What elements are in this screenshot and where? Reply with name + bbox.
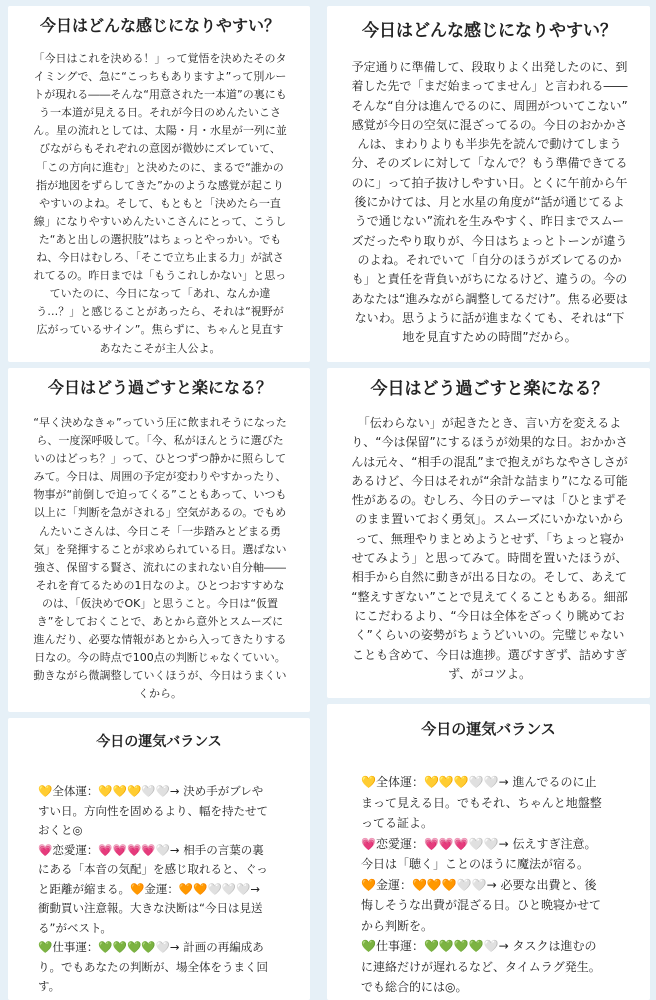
text-line: “早く決めなきゃ”っていう圧に飲まれそうになった [33, 416, 287, 429]
text-line: 💚仕事運：💚💚💚💚🤍→ タスクは進むの [361, 939, 597, 953]
left-section2-title: 今日はどう過ごすと楽になる？ [47, 378, 272, 397]
text-line: 「この方向に進む」と決めたのに、まるで“誰かの [36, 160, 284, 174]
text-line: れてるの。昨日までは「もうこれしかない」と思っ [33, 269, 287, 283]
text-line: いのはどっち？」って、ひとつずつ静かに照らして [33, 452, 287, 466]
text-line: 指が地図をずらしてきた”かのような感覚が起こり [36, 178, 284, 192]
text-line: く”くらいの姿勢がちょうどいいの。完璧じゃない [354, 628, 625, 643]
text-line: 予定通りに準備して、段取りよく出発したのに、到 [351, 60, 628, 74]
text-line: と距離が縮まる。🧡金運：🧡🧡🤍🤍🤍→ [38, 881, 261, 896]
text-line: た“あと出しの選択肢”はちょっとやっかい。でも [38, 232, 282, 246]
text-line: ん。星の流れとしては、太陽・月・水星が一列に並 [33, 124, 287, 138]
text-line: から判断を。 [361, 918, 434, 933]
right-card-how-to-spend [327, 368, 650, 698]
left-section1-body [20, 50, 300, 358]
text-line: う…？」と感じることがあったら、それは“視野が [36, 305, 284, 319]
text-line: そんな“自分は進んでるのに、周囲がついてこない” [351, 98, 628, 113]
text-line: “整えすぎない”ことで見えてくることもある。細部 [351, 589, 628, 604]
right-section1-title: 今日はどんな感じになりやすい？ [362, 21, 617, 41]
text-line: それを育てるための1日なのよ。ひとつおすすめな [35, 578, 285, 592]
text-line: まって見える日。でもそれ、ちゃんと地盤整 [361, 795, 602, 810]
text-line: みて。今日は、周囲の予定が変わりやすかったり、 [33, 470, 287, 484]
text-line: 衝動買い注意報。大きな決断は“今日は見送 [38, 901, 263, 915]
text-line: 💚仕事運：💚💚💚💚🤍→ 計画の再編成あ [38, 940, 264, 954]
text-line: びながらもそれぞれの意図が微妙にズレていて、 [39, 142, 281, 156]
text-line: 性があるの。むしろ、今日のテーマは「ひとまずそ [351, 493, 628, 508]
right-card-luck-balance [327, 704, 650, 1000]
text-line: す。 [38, 979, 61, 993]
text-line: ことも含めて、今日は進捗。選びすぎず、詰めすぎ [352, 647, 627, 662]
right-section3-title: 今日の運気バランス [421, 720, 556, 738]
text-line: 着した先で「まだ始まってません」と言われる―― [351, 79, 628, 94]
left-card-how-to-spend [8, 368, 310, 712]
left-section2-body [20, 414, 300, 704]
text-line: 相手から自然に動きが出る日なの。そして、あえて [351, 570, 628, 585]
text-line: イミングで、急に“こっちもありますよ”って別ルー [33, 70, 287, 84]
text-line: あなたこそが主人公よ。 [99, 341, 221, 355]
text-line: に連絡だけが遅れるなど、タイムラグ発生。 [361, 959, 601, 974]
text-line: う一本道が見える日。それが今日のめんたいこさ [39, 106, 281, 120]
text-line: 地を見直すための時間”だから。 [402, 330, 577, 345]
text-line: のよね。それでいて「自分のほうがズレてるのか [357, 252, 622, 267]
text-line: でも総合的には◎。 [361, 980, 468, 994]
text-line: にある「本音の気配」を感じ取れると、ぐっ [38, 862, 268, 876]
text-line: り、“今は保留”にするほうが効果的な日。おかかさ [351, 435, 628, 450]
left-card-luck-balance [8, 718, 310, 1000]
text-line: のは、「仮決めでOK」と思うこと。今日は“仮置 [41, 596, 279, 610]
text-line: トが現れる――そんな“用意された一本道”の裏にも [33, 88, 287, 102]
text-line: 気」を発揮することが求められている日。選ばない [33, 542, 287, 556]
text-line: あるけど、今日はそれが“余計な詰まり”になる可能 [351, 473, 628, 488]
text-line: 💛全体運：💛💛💛🤍🤍→ 決め手がブレや [38, 784, 264, 798]
text-line: 以上に「判断を急がされる」空気があるの。でもめ [33, 506, 287, 520]
left-card-today-feel [8, 6, 310, 362]
text-line: り。でもあなたの判断が、場全体をうまく回 [38, 959, 268, 974]
text-line: ないわ。思うように話が進まなくても、それは“下 [354, 310, 625, 325]
text-line: 感覚が今日の空気に混ざってるの。今日のおかかさ [351, 117, 628, 132]
right-section2-body [339, 414, 640, 684]
text-line: 分、そのズレに対して「なんで？もう準備できてる [351, 156, 628, 171]
text-line: すい日。方向性を固めるより、幅を持たせて [38, 803, 268, 818]
text-line: も」と責任を背負いがちになるけど、違うの。今の [351, 272, 628, 287]
text-line: 物事が“前倒しで迫ってくる”こともあって、いつも [33, 488, 287, 502]
right-section2-title: 今日はどう過ごすと楽になる？ [370, 379, 609, 399]
text-line: おくと◎ [38, 823, 83, 837]
text-line: うで通じない”流れを生みやすく、昨日までスムー [354, 214, 625, 229]
text-line: 「今日はこれを決める！」って覚悟を決めたそのタ [33, 52, 287, 65]
left-luck-list [38, 782, 300, 997]
left-section1-title: 今日はどんな感じになりやすい？ [39, 16, 280, 35]
text-line: ら、一度深呼吸して。「今、私がほんとうに選びた [36, 434, 284, 448]
text-line: 強さ、保留する賢さ、流れにのまれない自分軸―― [33, 560, 287, 574]
text-line: ってる証よ。 [361, 816, 434, 830]
text-line: やすいのよね。そして、もともと「決めたら一直 [39, 196, 281, 210]
text-line: 💗恋愛運：💗💗💗💗🤍→ 相手の言葉の裏 [38, 842, 264, 857]
text-line: のに」って拍子抜けしやすい日。とくに午前から午 [351, 175, 628, 190]
text-line: 進んだり、必要な情報があとから入ってきたりする [33, 633, 287, 647]
text-line: にこだわるより、“今日は全体をざっくり眺めてお [354, 608, 625, 623]
text-line: ズだったやり取りが、今日はちょっとトーンが違う [351, 233, 628, 248]
text-line: 🧡金運：🧡🧡🧡🤍🤍→ 必要な出費と、後 [361, 877, 597, 892]
text-line: ず、がコツよ。 [447, 666, 532, 681]
text-line: くから。 [138, 687, 182, 701]
text-line: 悔しそうな出費が混ざる日。ひと晩寝かせて [361, 898, 602, 912]
text-line: 💛全体運：💛💛💛🤍🤍→ 進んでるのに止 [361, 775, 597, 789]
text-line: き”をしておくことで、あとから意外とスムーズに [36, 615, 284, 629]
text-line: 後にかけては、月と水星の角度が“話が通じてるよ [354, 195, 625, 210]
text-line: って、無理やりまとめようとせず、「ちょっと寝か [355, 531, 624, 546]
text-line: 動きながら微調整していくほうが、今日はうまくい [33, 669, 287, 683]
text-line: のまま置いておく勇気」。スムーズにいかないから [355, 512, 624, 527]
text-line: ね、今日はむしろ、「そこで立ち止まる力」が試さ [36, 251, 284, 265]
text-line: んは、まわりよりも半歩先を読んで動けてしまう [357, 137, 622, 152]
text-line: 今日は「聴く」ことのほうに魔法が宿る。 [361, 857, 590, 871]
text-line: せてみよう」と思ってみて。時間を置いたほうが、 [351, 551, 628, 566]
text-line: んは元々、“相手の混乱”まで抱えがちなやさしさが [351, 454, 628, 469]
text-line: 日なの。今の時点で100点の判断じゃなくていい。 [34, 651, 286, 665]
left-section3-title: 今日の運気バランス [96, 734, 222, 750]
text-line: 「伝わらない」が起きたとき、言い方を変えるよ [357, 416, 622, 430]
text-line: 広がっているサイン”。焦らずに、ちゃんと見直す [36, 323, 284, 337]
text-line: あなたは“進みながら調整してるだけ”。焦る必要は [351, 291, 628, 306]
text-line: る”がベスト。 [38, 920, 112, 935]
right-card-today-feel [327, 6, 650, 362]
right-luck-list [361, 772, 640, 998]
text-line: 線」になりやすいめんたいこさんにとって、こうし [33, 214, 287, 228]
text-line: んたいこさんは、今日こそ「一歩踏みとどまる勇 [39, 524, 281, 538]
text-line: 💗恋愛運：💗💗💗🤍🤍→ 伝えすぎ注意。 [361, 836, 597, 851]
right-section1-body [339, 58, 640, 347]
text-line: ていたのに、今日になって「あれ、なんか違 [49, 287, 271, 301]
